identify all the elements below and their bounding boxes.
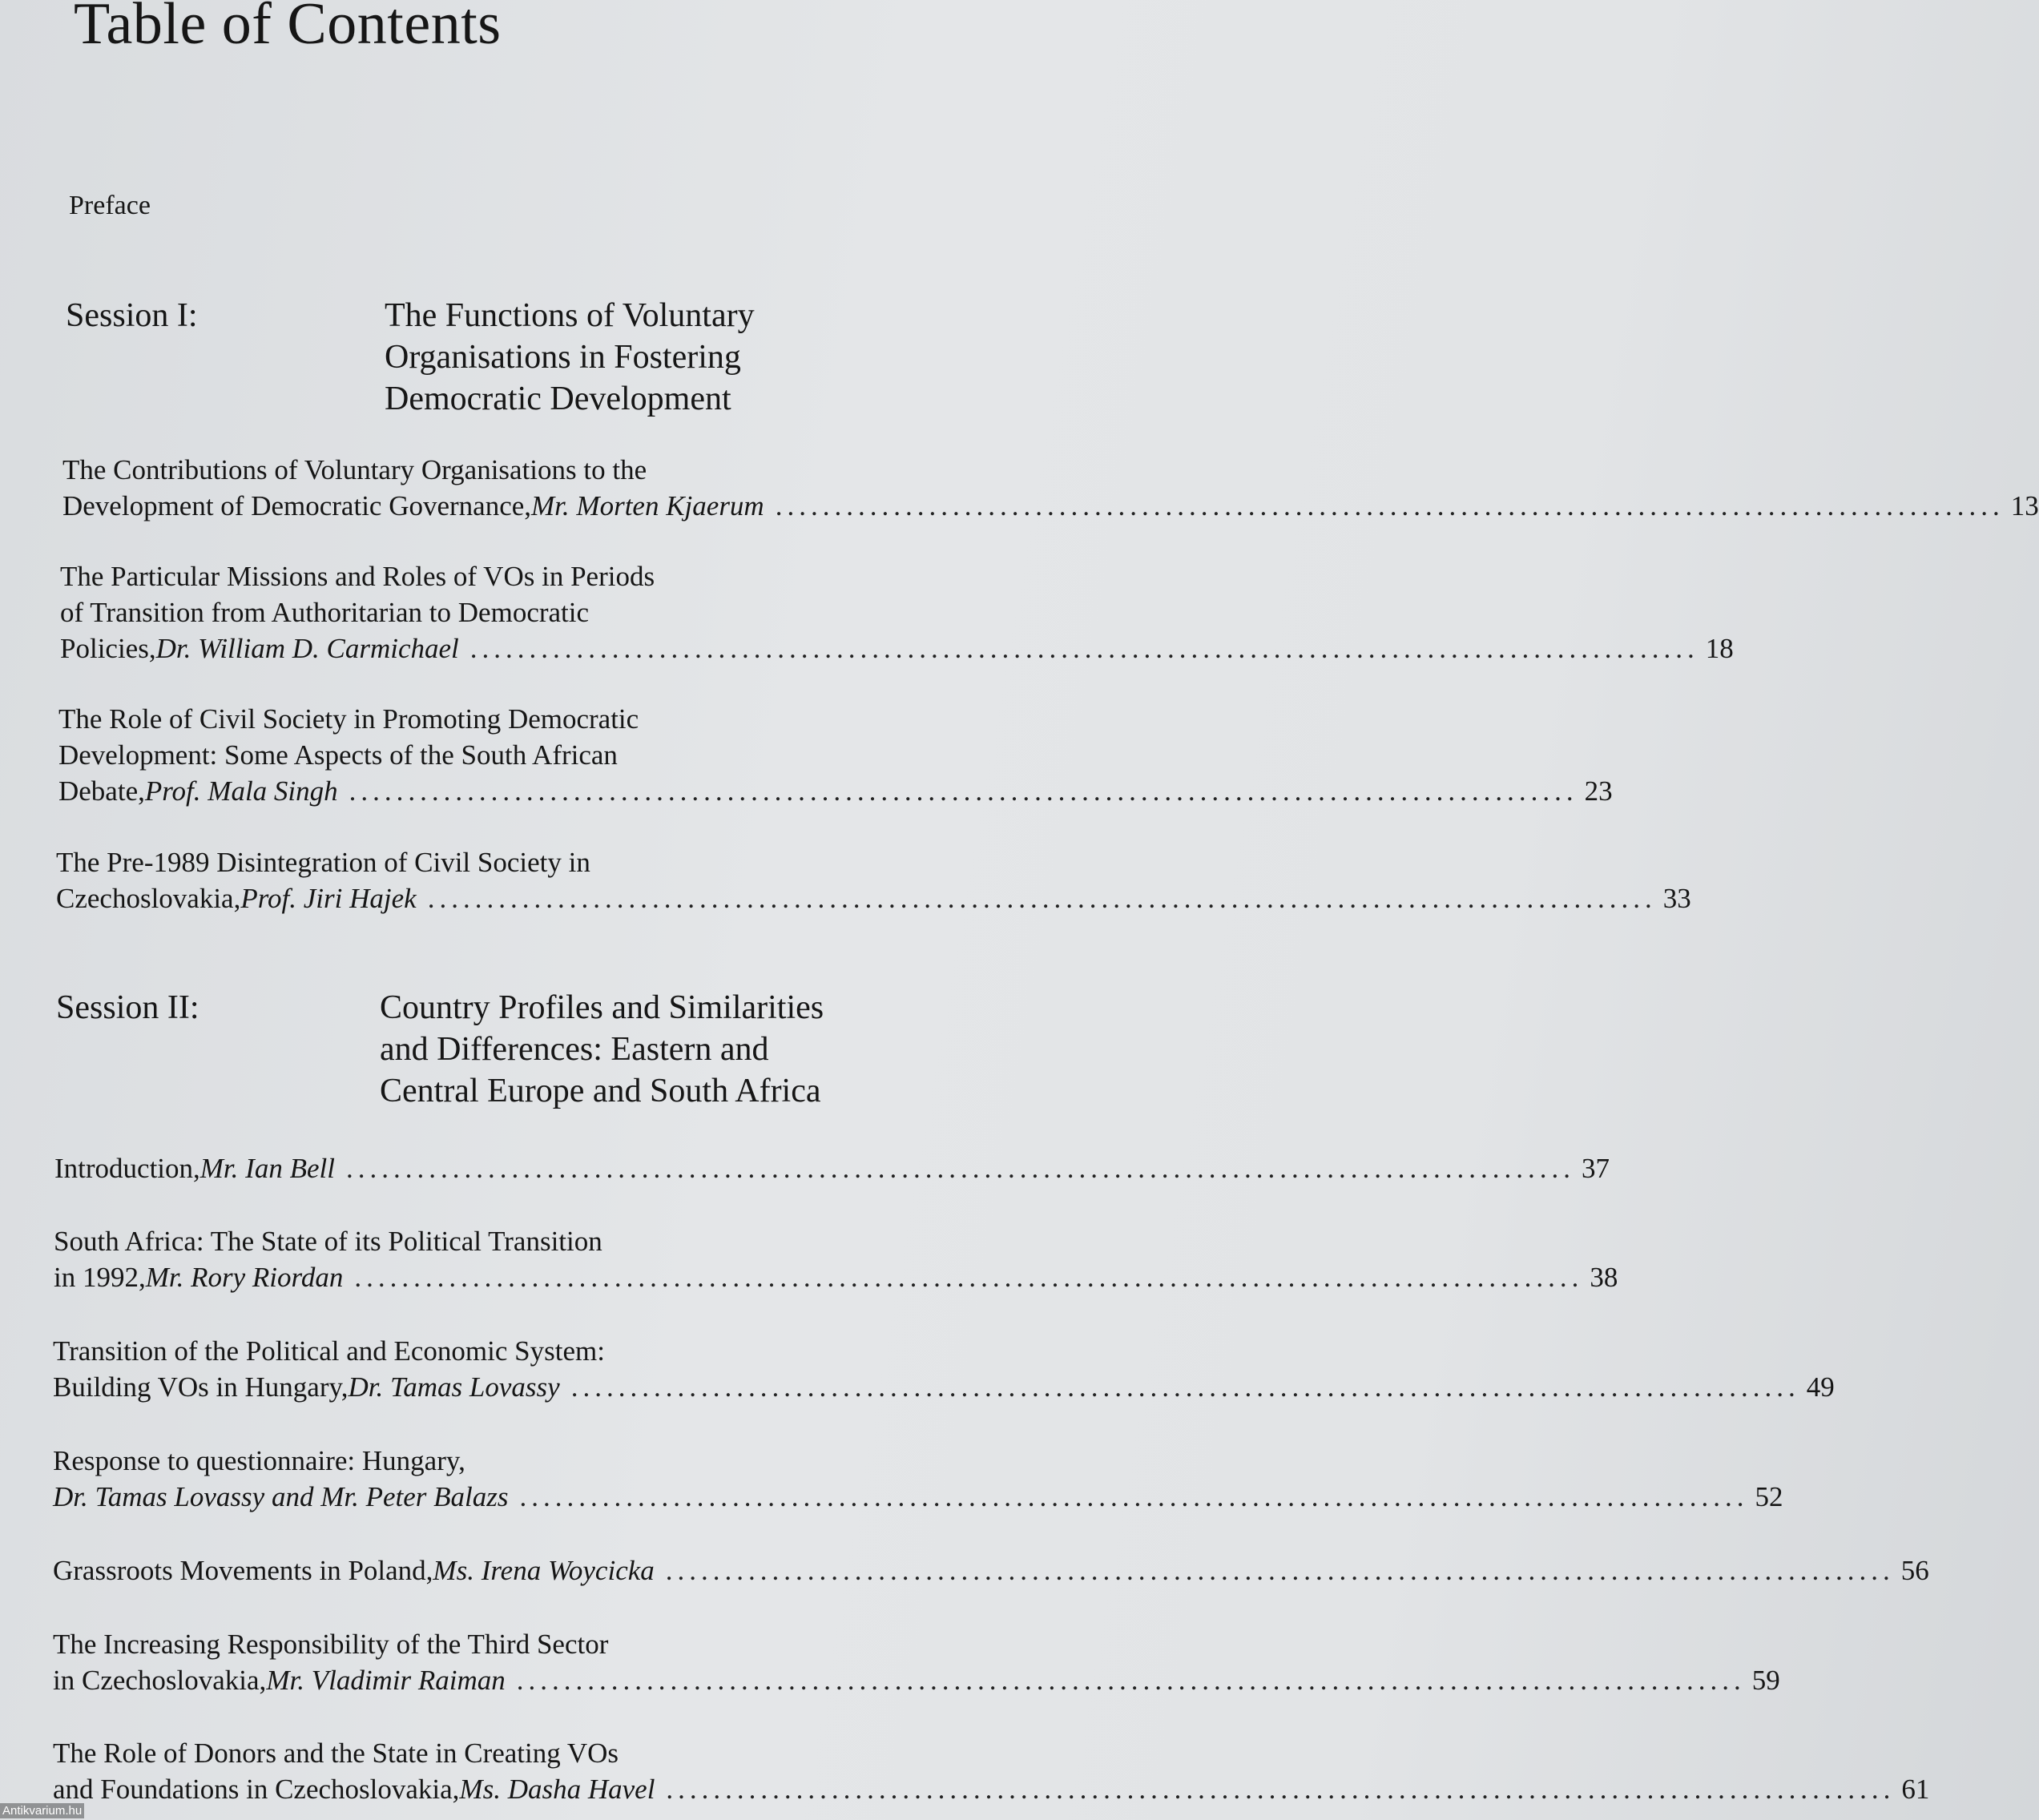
toc-entry[interactable]: [60, 558, 1734, 666]
entry-author: Dr. Tamas Lovassy: [348, 1371, 560, 1403]
entry-last-line: [54, 1259, 1618, 1295]
session-title: [380, 987, 1021, 1112]
entry-page-number: 56: [1900, 1555, 1929, 1586]
entry-page-number: 33: [1662, 883, 1691, 914]
entry-title-line: Debate,: [58, 775, 145, 807]
entry-last-line: [54, 1150, 1610, 1186]
dot-leader: ........................................................................................................: [666, 1774, 1896, 1805]
entry-title-line: of Transition from Authoritarian to Democratic: [60, 597, 590, 628]
toc-entry[interactable]: [54, 1150, 1610, 1186]
entry-last-line: [60, 630, 1734, 666]
entry-author: Dr. Tamas Lovassy and Mr. Peter Balazs: [53, 1481, 509, 1512]
entry-title-line: Czechoslovakia,: [56, 883, 241, 914]
entry-title-line: The Pre-1989 Disintegration of Civil Society in: [56, 847, 590, 878]
entry-page-number: 37: [1581, 1153, 1610, 1184]
dot-leader: ........................................................................................................: [519, 1481, 1749, 1512]
entry-last-line: [56, 880, 1691, 916]
entry-title-line: in 1992,: [54, 1262, 146, 1293]
entry-last-line: [58, 773, 1613, 809]
session-title-line: Democratic Development: [385, 381, 731, 417]
entry-title-line: South Africa: The State of its Political Transition: [54, 1226, 602, 1257]
toc-entry[interactable]: [53, 1443, 1783, 1515]
entry-page-number: 59: [1751, 1665, 1780, 1696]
toc-entry[interactable]: [54, 1223, 1618, 1295]
entry-page-number: 38: [1590, 1262, 1618, 1293]
dot-leader: ........................................................................................................: [775, 490, 2005, 521]
dot-leader: ........................................................................................................: [469, 633, 1699, 664]
toc-entry[interactable]: [53, 1735, 1930, 1807]
entry-title-line: in Czechoslovakia,: [53, 1665, 267, 1696]
entry-author: Mr. Morten Kjaerum: [531, 490, 764, 521]
session-title-line: The Functions of Voluntary: [385, 297, 755, 334]
session-title: [385, 295, 1026, 420]
entry-page-number: 52: [1755, 1481, 1783, 1512]
dot-leader: ........................................................................................................: [516, 1665, 1746, 1696]
entry-author: Ms. Irena Woycicka: [433, 1555, 655, 1586]
entry-title-line: Response to questionnaire: Hungary,: [53, 1445, 465, 1476]
entry-author: Ms. Dasha Havel: [459, 1774, 655, 1805]
entry-author: Prof. Mala Singh: [144, 775, 338, 807]
session-title-line: Country Profiles and Similarities: [380, 989, 824, 1026]
entry-title-line: Policies,: [60, 633, 156, 664]
dot-leader: ........................................................................................................: [427, 883, 1657, 914]
entry-last-line: [53, 1662, 1780, 1698]
entry-title-line: The Contributions of Voluntary Organisations to the: [62, 454, 647, 485]
session-title-line: Organisations in Fostering: [385, 339, 741, 376]
entry-title-line: Development of Democratic Governance,: [62, 490, 532, 521]
entry-title-line: The Role of Civil Society in Promoting Democratic: [58, 703, 639, 735]
entry-title-line: Building VOs in Hungary,: [53, 1371, 349, 1403]
entry-title-line: The Role of Donors and the State in Creating VOs: [53, 1737, 619, 1769]
session-title-line: Central Europe and South Africa: [380, 1073, 821, 1109]
entry-page-number: 13: [2010, 490, 2039, 521]
preface-heading: Preface: [69, 191, 151, 220]
dot-leader: ........................................................................................................: [570, 1371, 1800, 1403]
entry-last-line: [53, 1771, 1930, 1807]
entry-page-number: 23: [1584, 775, 1613, 807]
entry-title-line: Grassroots Movements in Poland,: [53, 1555, 433, 1586]
entry-page-number: 61: [1901, 1774, 1930, 1805]
dot-leader: ........................................................................................................: [345, 1153, 1575, 1184]
page-title: Table of Contents: [74, 0, 502, 57]
entry-last-line: [53, 1479, 1783, 1515]
entry-page-number: 18: [1705, 633, 1734, 664]
watermark-label: Antikvarium.hu: [0, 1803, 84, 1818]
dot-leader: ........................................................................................................: [354, 1262, 1584, 1293]
toc-entry[interactable]: [58, 701, 1613, 809]
toc-entry[interactable]: [53, 1333, 1835, 1405]
entry-author: Prof. Jiri Hajek: [240, 883, 417, 914]
entry-title-line: Development: Some Aspects of the South African: [58, 739, 618, 771]
toc-entry[interactable]: [53, 1626, 1780, 1698]
entry-title-line: and Foundations in Czechoslovakia,: [53, 1774, 460, 1805]
entry-title-line: Transition of the Political and Economic System:: [53, 1335, 605, 1367]
entry-author: Dr. William D. Carmichael: [155, 633, 459, 664]
toc-entry[interactable]: [53, 1552, 1929, 1588]
entry-author: Mr. Rory Riordan: [145, 1262, 344, 1293]
entry-author: Mr. Vladimir Raiman: [266, 1665, 506, 1696]
entry-last-line: [53, 1552, 1929, 1588]
entry-author: Mr. Ian Bell: [199, 1153, 335, 1184]
entry-last-line: [62, 488, 2039, 524]
toc-entry[interactable]: [56, 844, 1691, 916]
toc-entry[interactable]: [62, 452, 2039, 524]
dot-leader: ........................................................................................................: [665, 1555, 1895, 1586]
entry-title-line: The Increasing Responsibility of the Third Sector: [53, 1629, 609, 1660]
dot-leader: ........................................................................................................: [349, 775, 1578, 807]
session-label: Session I:: [66, 297, 198, 334]
entry-title-line: The Particular Missions and Roles of VOs in Periods: [60, 561, 655, 592]
entry-page-number: 49: [1806, 1371, 1835, 1403]
session-label: Session II:: [56, 989, 199, 1026]
session-title-line: and Differences: Eastern and: [380, 1031, 769, 1068]
entry-last-line: [53, 1369, 1835, 1405]
entry-title-line: Introduction,: [54, 1153, 200, 1184]
